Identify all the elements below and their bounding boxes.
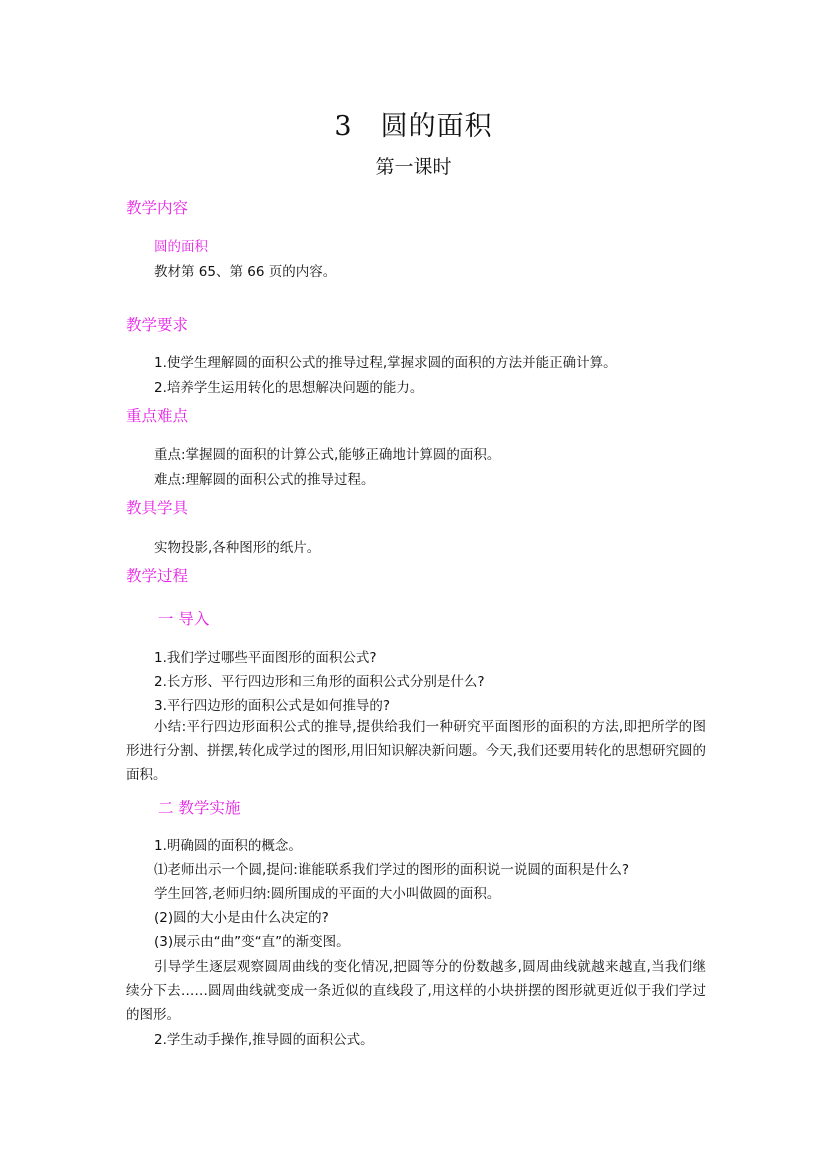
implementation-item-4: (2)圆的大小是由什么决定的? <box>154 910 329 926</box>
implementation-item-2: ⑴老师出示一个圆,提问:谁能联系我们学过的图形的面积说一说圆的面积是什么? <box>154 862 630 878</box>
implementation-item-3: 学生回答,老师归纳:圆所围成的平面的大小叫做圆的面积。 <box>154 886 501 902</box>
title-number: 3 <box>334 111 353 142</box>
implementation-item-1: 1.明确圆的面积的概念。 <box>154 838 302 854</box>
page-subtitle: 第一课时 <box>375 156 452 178</box>
intro-summary-paragraph: 小结:平行四边形面积公式的推导,提供给我们一种研究平面图形的面积的方法,即把所学的图形进行分割、拼摆,转化成学过的图形,用旧知识解决新问题。今天,我们还要用转化的思想研究圆的面积。 <box>126 719 706 783</box>
intro-item-2: 2.长方形、平行四边形和三角形的面积公式分别是什么? <box>154 674 485 690</box>
requirement-item-1: 1.使学生理解圆的面积公式的推导过程,掌握求圆的面积的方法并能正确计算。 <box>154 355 617 371</box>
section-heading-requirements: 教学要求 <box>126 316 189 334</box>
tools-text: 实物投影,各种图形的纸片。 <box>154 540 321 556</box>
section-heading-process: 教学过程 <box>126 567 189 585</box>
section-heading-tools: 教具学具 <box>126 499 189 517</box>
key-point-text: 重点:掌握圆的面积的计算公式,能够正确地计算圆的面积。 <box>154 447 501 463</box>
subsection-heading-implementation: 二 教学实施 <box>158 799 241 817</box>
implementation-guide-paragraph: 引导学生逐层观察圆周曲线的变化情况,把圆等分的份数越多,圆周曲线就越来越直,当我们继续分下去……圆周曲线就变成一条近似的直线段了,用这样的小块拼摆的图形就更近似于我们学过的图形。 <box>126 959 706 1023</box>
implementation-last-item: 2.学生动手操作,推导圆的面积公式。 <box>154 1032 374 1048</box>
implementation-item-5: (3)展示由“曲”变“直”的渐变图。 <box>154 934 350 950</box>
section-heading-content: 教学内容 <box>126 199 189 217</box>
content-subtitle: 圆的面积 <box>154 239 208 255</box>
intro-item-3: 3.平行四边形的面积公式是如何推导的? <box>154 698 391 714</box>
title-text: 圆的面积 <box>380 111 493 142</box>
subsection-heading-intro: 一 导入 <box>158 610 210 628</box>
section-heading-key-points: 重点难点 <box>126 407 189 425</box>
page-title <box>0 104 827 143</box>
requirement-item-2: 2.培养学生运用转化的思想解决问题的能力。 <box>154 380 424 396</box>
difficulty-text: 难点:理解圆的面积公式的推导过程。 <box>154 472 375 488</box>
content-text: 教材第 65、第 66 页的内容。 <box>154 264 337 280</box>
intro-item-1: 1.我们学过哪些平面图形的面积公式? <box>154 650 377 666</box>
